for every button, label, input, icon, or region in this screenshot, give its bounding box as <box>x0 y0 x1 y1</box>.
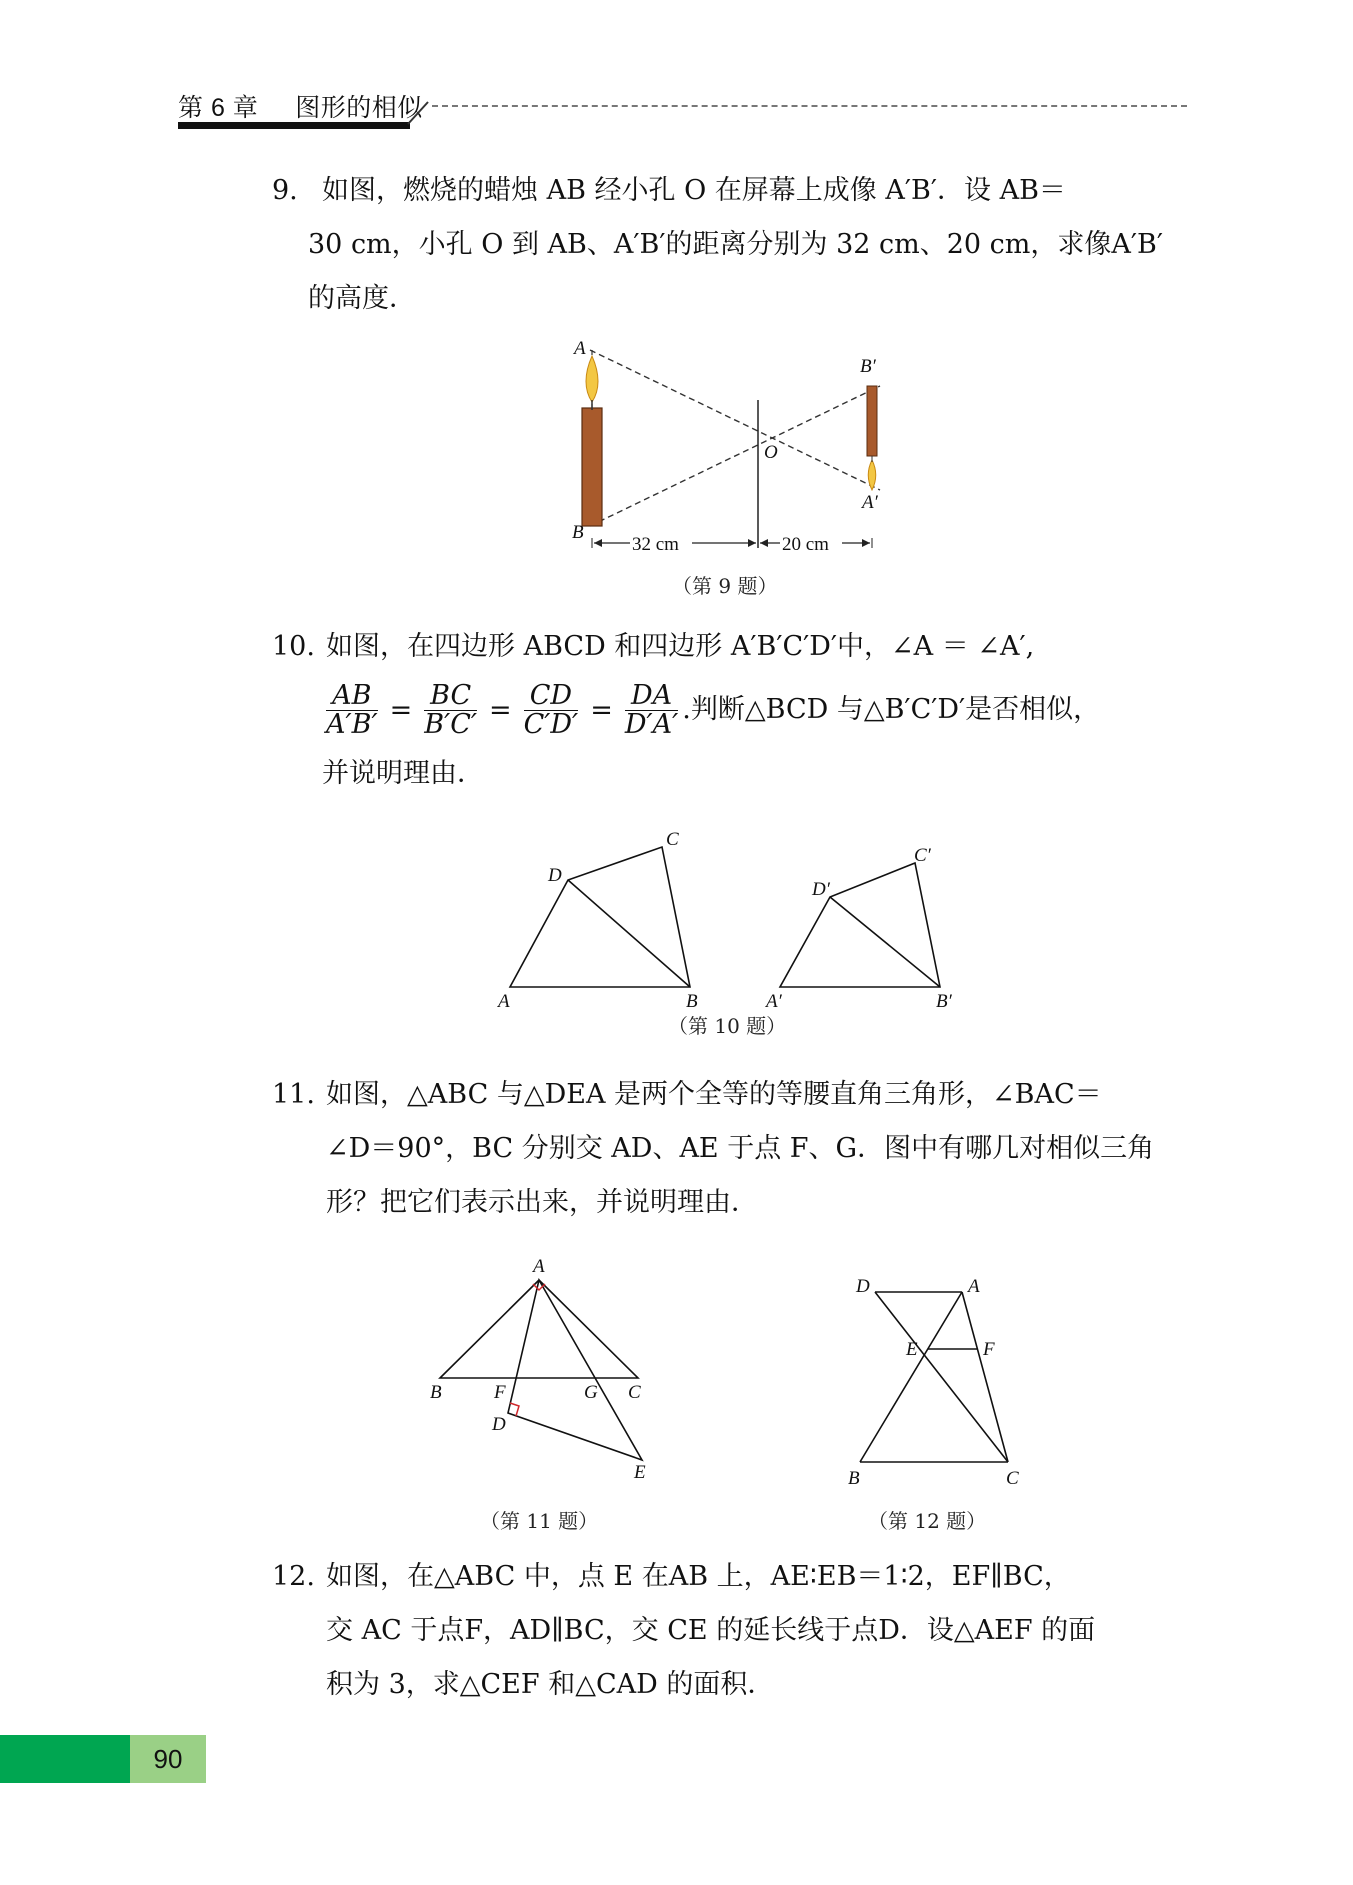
equals-sign: = <box>489 694 512 726</box>
fraction-cd <box>524 682 579 739</box>
problem-text-line: 30 cm，小孔 O 到 AB、A′B′的距离分别为 32 cm、20 cm，求像A′B′ <box>308 229 1163 260</box>
problem-text-line: 形？把它们表示出来，并说明理由． <box>326 1187 758 1218</box>
candle-body <box>582 408 602 526</box>
figure-12-caption: （第 12 题） <box>868 1509 987 1533</box>
quadrilateral-abcd <box>510 847 690 987</box>
figure-12-trapezoid <box>840 1272 1040 1492</box>
header-rule <box>178 122 410 129</box>
page-number: 90 <box>130 1735 206 1783</box>
label-d-prime: D′ <box>812 879 830 900</box>
label-c-prime: C′ <box>914 845 931 866</box>
label-a: A <box>968 1276 980 1297</box>
figure-10-caption: （第 10 题） <box>668 1014 787 1038</box>
fraction-denominator: B′C′ <box>424 709 477 740</box>
problem-number: 10. <box>272 631 315 662</box>
problem-11 <box>272 1068 1192 1230</box>
figure-9-pinhole <box>560 340 900 570</box>
problem-number: 9. <box>272 175 298 206</box>
fraction-numerator: BC <box>424 682 477 711</box>
problem-number: 12. <box>272 1561 315 1592</box>
fraction-denominator: C′D′ <box>523 709 579 740</box>
fraction-denominator: D′A′ <box>624 709 679 740</box>
figure-11-caption: （第 11 题） <box>480 1509 599 1533</box>
equals-sign: = <box>590 694 613 726</box>
header-dashed-line <box>432 105 1187 107</box>
segment-dc <box>875 1292 1008 1462</box>
problem-9 <box>272 164 1192 326</box>
label-b: B <box>848 1468 860 1489</box>
problem-number: 11. <box>272 1079 315 1110</box>
equals-sign: = <box>389 694 413 726</box>
label-a-prime: A′ <box>862 492 878 513</box>
triangle-dea <box>508 1280 642 1460</box>
problem-text-line: 积为 3，求△CEF 和△CAD 的面积． <box>326 1669 775 1700</box>
problem-10 <box>272 620 1192 801</box>
label-b: B <box>686 991 698 1012</box>
label-b-prime: B′ <box>860 356 876 377</box>
label-f: F <box>494 1382 506 1403</box>
quadrilateral-a-prime-b-prime-c-prime-d-prime <box>780 863 940 987</box>
chapter-header <box>178 88 423 124</box>
problem-text-line: .判断△BCD 与△B′C′D′是否相似， <box>682 694 1101 725</box>
problem-text-line: 并说明理由． <box>322 757 484 789</box>
label-d: D <box>856 1276 870 1297</box>
candle-flame <box>586 356 598 402</box>
header-slash <box>404 96 430 126</box>
label-b: B <box>572 522 584 543</box>
problem-text-line: ∠D＝90°，BC 分别交 AD、AE 于点 F、G．图中有哪几对相似三角 <box>326 1133 1155 1164</box>
problem-text-line: 交 AC 于点F，AD∥BC，交 CE 的延长线于点D．设△AEF 的面 <box>326 1615 1096 1646</box>
label-b-prime: B′ <box>936 991 952 1012</box>
label-o: O <box>764 442 778 463</box>
label-a: A <box>498 991 510 1012</box>
label-e: E <box>906 1339 918 1360</box>
label-c: C <box>628 1382 641 1403</box>
label-f: F <box>983 1339 995 1360</box>
image-candle-body <box>867 386 877 456</box>
fraction-numerator: AB <box>326 682 378 711</box>
label-e: E <box>634 1462 646 1483</box>
fraction-ab <box>326 682 378 739</box>
problem-text-line: 如图，△ABC 与△DEA 是两个全等的等腰直角三角形，∠BAC＝ <box>326 1079 1102 1110</box>
label-b: B <box>430 1382 442 1403</box>
fraction-denominator: A′B′ <box>326 709 378 740</box>
label-c: C <box>1006 1468 1019 1489</box>
ray-b-to-b-prime <box>590 386 880 526</box>
label-a: A <box>574 338 586 359</box>
problem-12 <box>272 1550 1192 1712</box>
figure-10-quadrilaterals <box>490 825 980 1010</box>
label-c: C <box>666 829 679 850</box>
fraction-da <box>625 682 678 739</box>
triangle-abc <box>440 1280 638 1378</box>
figure-9-caption: （第 9 题） <box>672 574 778 598</box>
problem-text-line: 如图，在△ABC 中，点 E 在AB 上，AE∶EB＝1∶2，EF∥BC， <box>326 1561 1071 1592</box>
ray-a-to-a-prime <box>590 350 880 490</box>
label-d: D <box>548 865 562 886</box>
label-a: A <box>533 1256 545 1277</box>
problem-text-line: 的高度． <box>308 283 416 314</box>
distance-label-20: 20 cm <box>782 534 829 555</box>
page-number-bar <box>0 1735 130 1783</box>
segment-ab <box>860 1292 962 1462</box>
segment-ac <box>962 1292 1008 1462</box>
figure-11-triangles <box>420 1250 660 1483</box>
fraction-numerator: DA <box>625 682 678 711</box>
diagonal-b-prime-d-prime <box>830 897 940 987</box>
problem-text-line: 如图，在四边形 ABCD 和四边形 A′B′C′D′中，∠A ＝ ∠A′, <box>326 631 1035 662</box>
fraction-numerator: CD <box>524 682 579 711</box>
problem-text-line: 如图，燃烧的蜡烛 AB 经小孔 O 在屏幕上成像 A′B′．设 AB＝ <box>322 175 1066 206</box>
fraction-bc <box>424 682 477 739</box>
chapter-title: 图形的相似 <box>295 94 423 122</box>
label-d: D <box>492 1414 506 1435</box>
label-a-prime: A′ <box>766 991 782 1012</box>
distance-label-32: 32 cm <box>632 534 679 555</box>
chapter-number: 第 6 章 <box>178 94 259 122</box>
label-g: G <box>584 1382 598 1403</box>
